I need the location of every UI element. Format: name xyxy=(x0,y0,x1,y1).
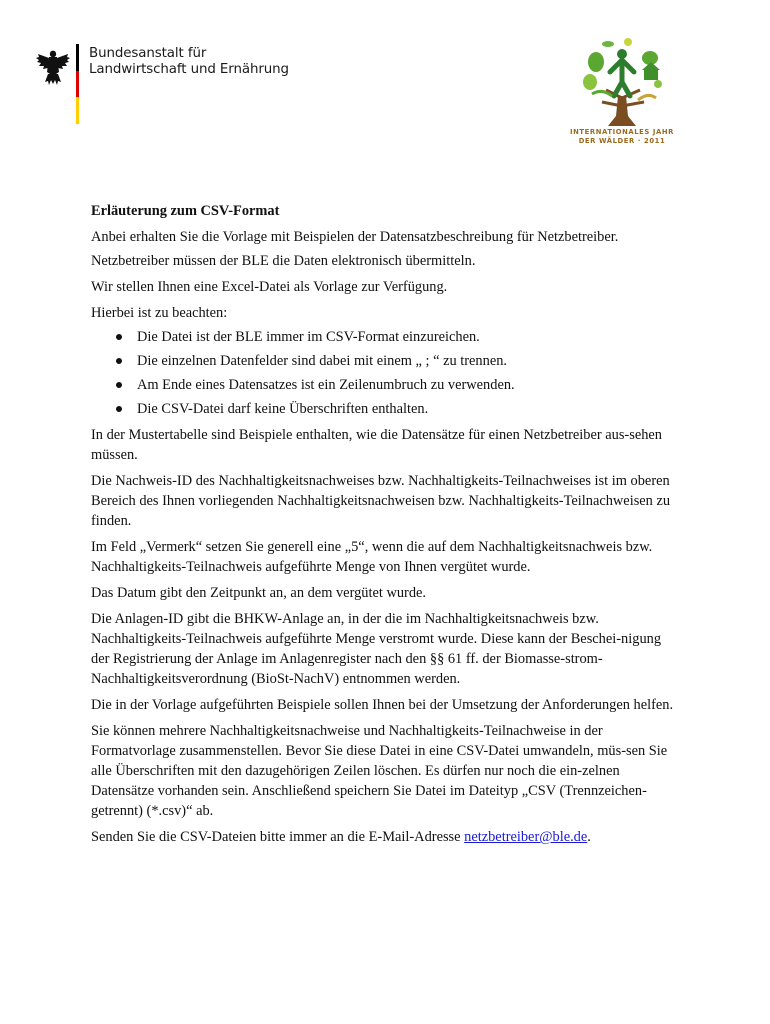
forest-year-line-2: DER WÄLDER · 2011 xyxy=(578,137,666,145)
list-item xyxy=(91,375,677,395)
send-text: Senden Sie die CSV-Dateien bitte immer an die E-Mail-Adresse xyxy=(91,829,465,845)
paragraph-proof-id: Die Nachweis-ID des Nachhaltigkeitsnachweises bzw. Nachhaltigkeits-Teilnachweises ist im oberen Bereich des Ihnen vorliegenden Nachhaltigkeitsnachweisen bzw. Nachhaltigkeits-Teilnachweisen zu finden. xyxy=(91,473,671,529)
list-item-text: Die CSV-Datei darf keine Überschriften enthalten. xyxy=(137,401,429,417)
organization-name xyxy=(89,46,289,78)
org-line-1: Bundesanstalt für xyxy=(89,46,207,61)
paragraph-excel: Wir stellen Ihnen eine Excel-Datei als Vorlage zur Verfügung. xyxy=(91,279,448,295)
paragraph-intro: Anbei erhalten Sie die Vorlage mit Beispielen der Datensatzbeschreibung für Netzbetreiber. xyxy=(91,229,619,245)
forest-year-line-1: INTERNATIONALES JAHR xyxy=(570,128,674,136)
bullet-icon xyxy=(116,382,122,388)
paragraph-examples: Die in der Vorlage aufgeführten Beispiele sollen Ihnen bei der Umsetzung der Anforderungen helfen. xyxy=(91,697,674,713)
paragraph-plant-id: Die Anlagen-ID gibt die BHKW-Anlage an, in der die im Nachhaltigkeitsnachweis bzw. Nachhaltigkeits-Teilnachweis aufgeführte Menge verstromt wurde. Diese kann der Beschei-nigung der Registrierung der Anlage im Anlagenregister nach den §§ 61 ff. der Biomasse-strom-Nachhaltigkeitsverordnung (BioSt-NachV) entnommen werden. xyxy=(91,611,662,687)
bullet-icon xyxy=(116,406,122,412)
letterhead xyxy=(0,0,770,190)
list-item xyxy=(91,351,677,371)
document-title: Erläuterung zum CSV-Format xyxy=(91,203,280,219)
forest-year-tree-logo xyxy=(572,36,672,128)
bullet-icon xyxy=(116,358,122,364)
list-item xyxy=(91,399,677,419)
flag-stripe-black xyxy=(76,44,79,71)
flag-bar xyxy=(76,44,79,124)
paragraph-conversion: Sie können mehrere Nachhaltigkeitsnachweise und Nachhaltigkeits-Teilnachweise in der Formatvorlage zusammenstellen. Bevor Sie diese Datei in eine CSV-Datei umwandeln, müs-sen Sie alle Überschriften mit den dazugehörigen Zeilen löschen. Es dürfen nur noch die ein-zelnen Datensätze vorhanden sein. Anschließend speichern Sie Datei im Dateityp „CSV (Trennzeichen-getrennt) (*.csv)“ ab. xyxy=(91,723,668,819)
forest-year-caption xyxy=(560,128,684,146)
send-text-end: . xyxy=(587,829,591,845)
list-item-text: Die einzelnen Datenfelder sind dabei mit einem „ ; “ zu trennen. xyxy=(137,353,508,369)
paragraph-notes-heading: Hierbei ist zu beachten: xyxy=(91,305,228,321)
paragraph-remark-field: Im Feld „Vermerk“ setzen Sie generell eine „5“, wenn die auf dem Nachhaltigkeitsnachweis bzw. Nachhaltigkeits-Teilnachweis aufgeführte Menge von Ihnen vergütet wurde. xyxy=(91,539,653,575)
flag-stripe-gold xyxy=(76,97,79,124)
paragraph-sample-table: In der Mustertabelle sind Beispiele enthalten, wie die Datensätze für einen Netzbetreiber aus-sehen müssen. xyxy=(91,427,662,463)
paragraph-obligation: Netzbetreiber müssen der BLE die Daten elektronisch übermitteln. xyxy=(91,253,476,269)
list-item-text: Die Datei ist der BLE immer im CSV-Format einzureichen. xyxy=(137,329,480,345)
list-item-text: Am Ende eines Datensatzes ist ein Zeilenumbruch zu verwenden. xyxy=(137,377,515,393)
flag-stripe-red xyxy=(76,71,79,98)
bullet-icon xyxy=(116,334,122,340)
requirements-list xyxy=(91,327,677,419)
org-line-2: Landwirtschaft und Ernährung xyxy=(89,62,289,77)
federal-eagle-icon xyxy=(36,48,70,86)
email-link[interactable]: netzbetreiber@ble.de xyxy=(464,829,588,845)
paragraph-date: Das Datum gibt den Zeitpunkt an, an dem vergütet wurde. xyxy=(91,585,427,601)
list-item xyxy=(91,327,677,347)
document-body xyxy=(91,201,677,853)
paragraph-send xyxy=(91,827,677,847)
